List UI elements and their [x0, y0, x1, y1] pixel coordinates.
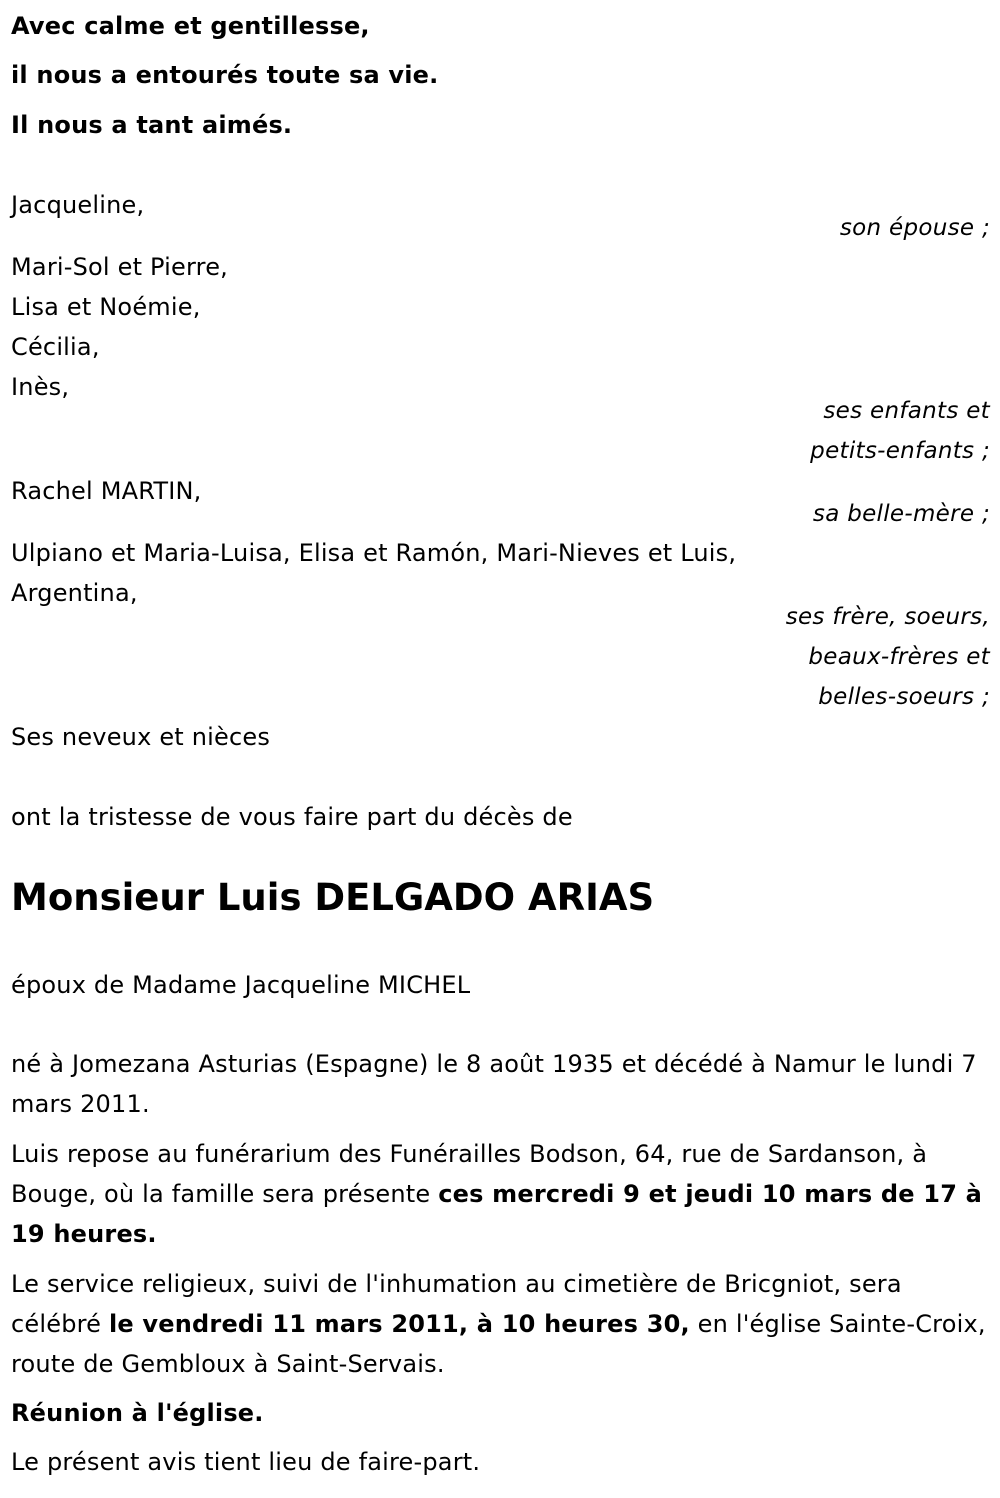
mother-in-law-role: sa belle-mère ;: [812, 501, 990, 527]
repose-visiting-hours: ces mercredi 9 et jeudi 10 mars de 17 à 19 heures.: [11, 1180, 983, 1248]
service-text-after: en l'église Sainte-Croix, route de Gembloux à Saint-Servais.: [11, 1310, 986, 1378]
mother-in-law-name: Rachel MARTIN,: [11, 477, 202, 505]
children-role-2: petits-enfants ;: [810, 438, 990, 464]
epigraph-line-1: Avec calme et gentillesse,: [11, 12, 370, 40]
deceased-name: Monsieur Luis DELGADO ARIAS: [11, 876, 655, 919]
epigraph-line-3: Il nous a tant aimés.: [11, 111, 293, 139]
reunion-line: Réunion à l'église.: [11, 1399, 264, 1427]
spouse-name: Jacqueline,: [11, 191, 145, 219]
spouse-role: son épouse ;: [839, 215, 990, 241]
siblings-role-2: beaux-frères et: [808, 644, 990, 670]
service-paragraph: [11, 1264, 990, 1384]
spouse-of-line: époux de Madame Jacqueline MICHEL: [11, 971, 471, 999]
children-role-1: ses enfants et: [823, 398, 990, 424]
child-2: Lisa et Noémie,: [11, 293, 201, 321]
siblings-role-3: belles-soeurs ;: [818, 684, 990, 710]
service-date-time: le vendredi 11 mars 2011, à 10 heures 30,: [108, 1310, 690, 1338]
repose-text: Luis repose au funérarium des Funérailles Bodson, 64, rue de Sardanson, à Bouge, où la famille sera présente: [11, 1140, 928, 1208]
service-text-before: Le service religieux, suivi de l'inhumation au cimetière de Bricgniot, sera célébré: [11, 1270, 902, 1338]
child-3: Cécilia,: [11, 333, 100, 361]
child-1: Mari-Sol et Pierre,: [11, 253, 228, 281]
siblings-role-1: ses frère, soeurs,: [785, 604, 990, 630]
siblings-line-2: Argentina,: [11, 579, 138, 607]
siblings-line-1: Ulpiano et Maria-Luisa, Elisa et Ramón, Mari-Nieves et Luis,: [11, 539, 737, 567]
child-4: Inès,: [11, 373, 70, 401]
nephews-line: Ses neveux et nièces: [11, 723, 271, 751]
announcement-line: ont la tristesse de vous faire part du décès de: [11, 803, 573, 831]
closing-line: Le présent avis tient lieu de faire-part.: [11, 1448, 481, 1476]
repose-paragraph: [11, 1134, 990, 1254]
birth-death-paragraph: né à Jomezana Asturias (Espagne) le 8 août 1935 et décédé à Namur le lundi 7 mars 2011.: [11, 1050, 977, 1118]
epigraph-line-2: il nous a entourés toute sa vie.: [11, 61, 439, 89]
